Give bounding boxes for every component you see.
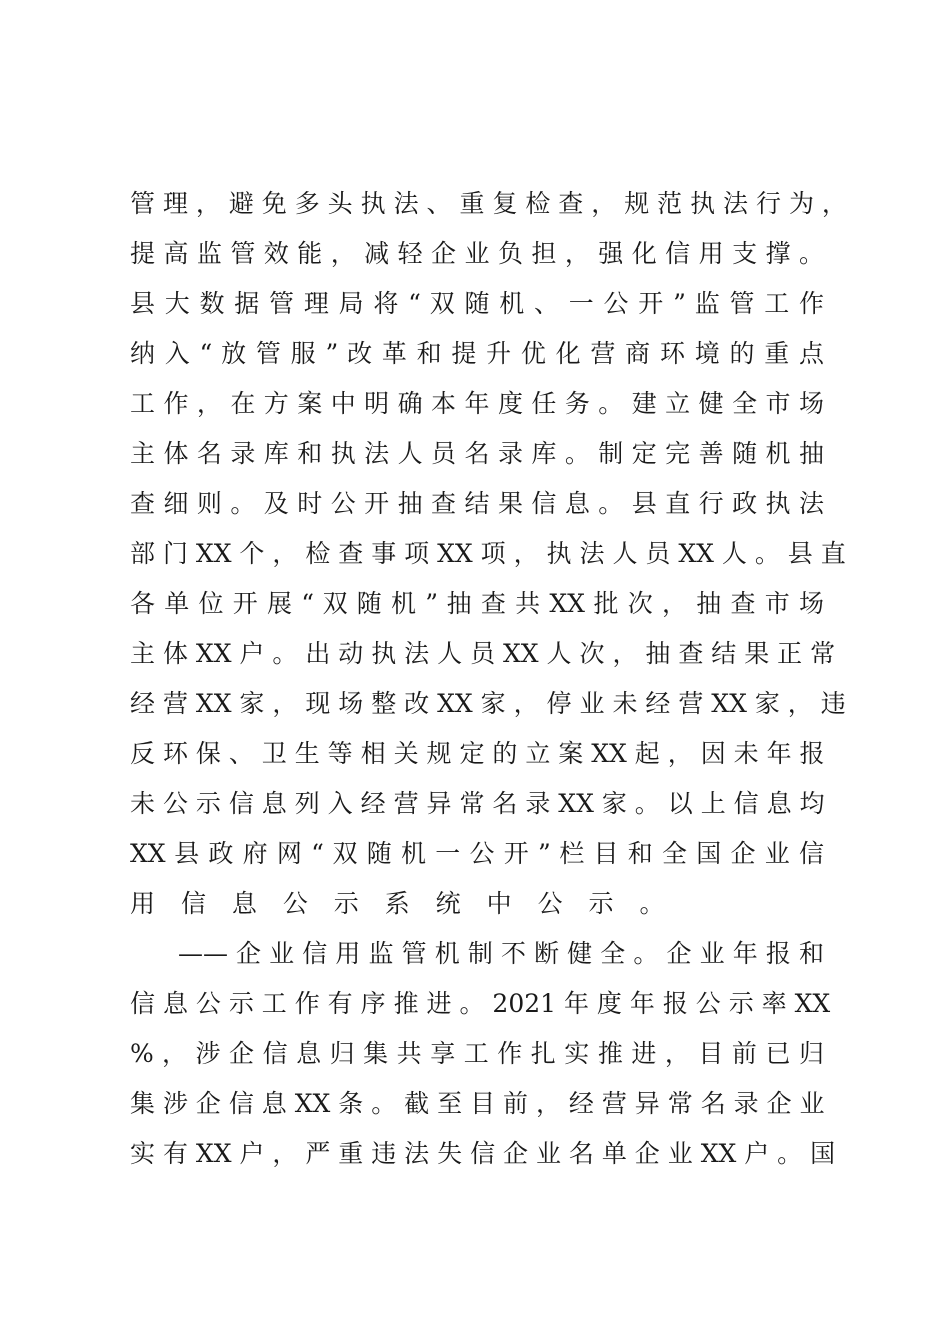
text-line: 纳 入 “ 放 管 服 ” 改 革 和 提 升 优 化 营 商 环 境 的 重 点 (130, 339, 824, 368)
text-line: 提 高 监 管 效 能 ， 减 轻 企 业 负 担 ， 强 化 信 用 支 撑 。 (130, 239, 824, 268)
text-line: 经 营 XX 家 ， 现 场 整 改 XX 家 ， 停 业 未 经 营 XX 家 ， 违 (130, 689, 846, 718)
text-line: 县 大 数 据 管 理 局 将 “ 双 随 机 、 一 公 开 ” 监 管 工 作 (130, 289, 824, 318)
text-line: 各 单 位 开 展 “ 双 随 机 ” 抽 查 共 XX 批 次 ， 抽 查 市 场 (130, 589, 824, 618)
text-line: XX 县 政 府 网 “ 双 随 机 一 公 开 ” 栏 目 和 全 国 企 业 信 (130, 839, 824, 868)
text-line: 主 体 XX 户 。 出 动 执 法 人 员 XX 人 次 ， 抽 查 结 果 正 常 (130, 639, 836, 668)
text-line: % ， 涉 企 信 息 归 集 共 享 工 作 扎 实 推 进 ， 目 前 已 归 (130, 1039, 824, 1068)
text-line: 工 作 ， 在 方 案 中 明 确 本 年 度 任 务 。 建 立 健 全 市 场 (130, 389, 824, 418)
text-line: 集 涉 企 信 息 XX 条 。 截 至 目 前 ， 经 营 异 常 名 录 企 业 (130, 1089, 825, 1118)
text-line: 未 公 示 信 息 列 入 经 营 异 常 名 录 XX 家 。 以 上 信 息 均 (130, 789, 825, 818)
text-line: 查 细 则 。 及 时 公 开 抽 查 结 果 信 息 。 县 直 行 政 执 法 (130, 489, 824, 518)
text-line: 反 环 保 、 卫 生 等 相 关 规 定 的 立 案 XX 起 ， 因 未 年 报 (130, 739, 825, 768)
text-line: 用 信 息 公 示 系 统 中 公 示 。 (130, 889, 674, 918)
text-line: 部 门 XX 个 ， 检 查 事 项 XX 项 ， 执 法 人 员 XX 人 。 县 直 (130, 539, 846, 568)
text-line: 管 理 ， 避 免 多 头 执 法 、 重 复 检 查 ， 规 范 执 法 行 为 ， (130, 189, 847, 218)
text-line: 实 有 XX 户 ， 严 重 违 法 失 信 企 业 名 单 企 业 XX 户 。 国 (130, 1139, 836, 1168)
text-line: 主 体 名 录 库 和 执 法 人 员 名 录 库 。 制 定 完 善 随 机 抽 (130, 439, 824, 468)
text-line: 信 息 公 示 工 作 有 序 推 进 。 2021 年 度 年 报 公 示 率 XX (130, 989, 831, 1018)
text-line: —— 企 业 信 用 监 管 机 制 不 断 健 全 。 企 业 年 报 和 (178, 939, 824, 968)
